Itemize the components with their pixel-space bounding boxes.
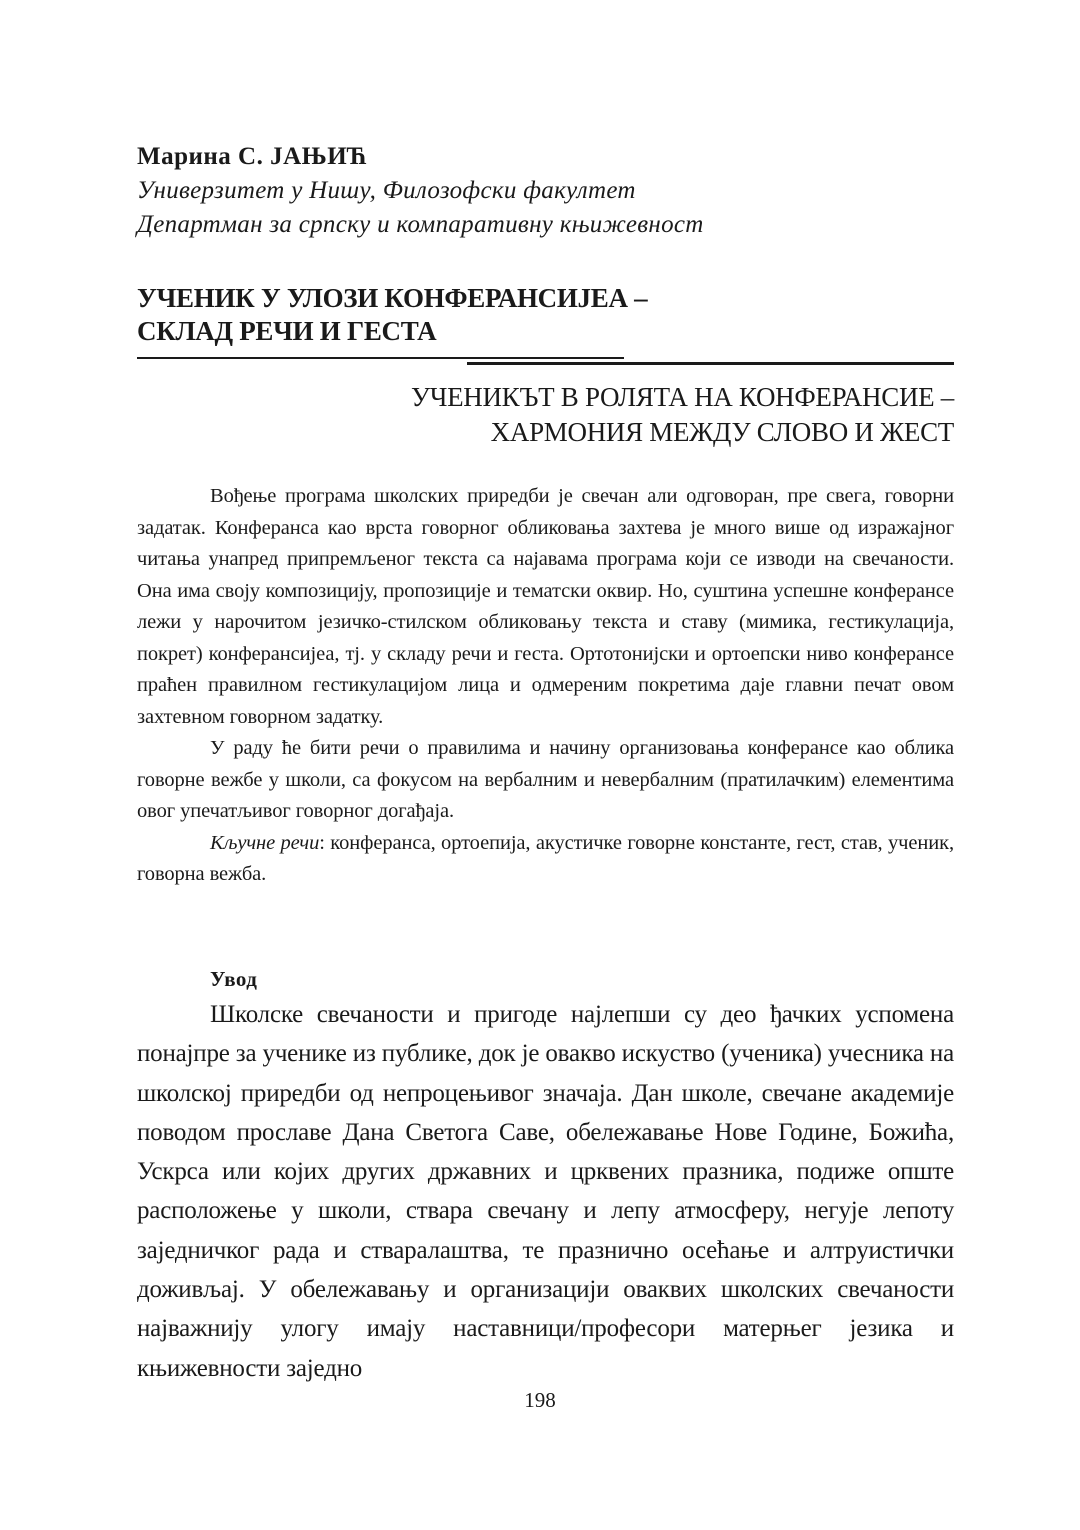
title-serbian-line2: СКЛАД РЕЧИ И ГЕСТА [137,316,437,346]
title-bulgarian-line1: УЧЕНИКЪТ В РОЛЯТА НА КОНФЕРАНСИЕ – [411,382,954,412]
author-affiliation-department: Департман за српску и компаративну књижевност [137,211,704,238]
keywords [137,828,954,891]
keywords-text: : конферанса, ортоепија, акустичке говорне константе, гест, став, ученик, говорна вежба. [137,831,954,885]
author-block [137,140,954,242]
abstract-paragraph-2: У раду ће бити речи о правилима и начину организовања конферансе као облика говорне вежбе у школи, са фокусом на вербалним и невербалним (пратилачким) елементима овог упечатљивог говорног догађаја. [137,737,954,822]
author-affiliation-university: Универзитет у Нишу, Филозофски факултет [137,177,636,204]
abstract [137,481,954,891]
abstract-paragraph-1: Вођење програма школских приредби је свечан али одговоран, пре свега, говорни задатак. Конферанса као врста говорног обликовања захтева је много више од изражајног читања унапред припремљеног текста са најавама програма који се изводи на свечаности. Она има своју композицију, пропозиције и тематски оквир. Но, суштина успешне конферансе лежи у нарочитом језичко-стилском обликовању текста и ставу (мимика, гестикулација, покрет) конферансијеа, тј. у складу речи и геста. Ортотонијски и ортоепски ниво конферансе праћен правилном гестикулацијом лица и одмереним покретима даје главни печат овом захтевном говорном задатку. [137,485,954,728]
page-number: 198 [524,1388,556,1412]
title-divider-upper [137,357,624,359]
introduction-section [137,964,954,1388]
author-name: Марина С. ЈАЊИЋ [137,143,368,170]
title-divider-lower [467,362,954,365]
title-serbian [137,282,954,348]
introduction-paragraph: Школске свечаности и пригоде најлепши су део ђачких успомена понајпре за ученике из публике, док је овакво искуство (ученика) учесника на школској приредби од непроцењивог значаја. Дан школе, свечане академије поводом прославе Дана Светога Саве, обележавање Нове Године, Божића, Ускрса или којих других државних и црквених празника, подиже опште расположење у школи, ствара свечану и лепу атмосферу, негује лепоту заједничког рада и стваралаштва, те празнично осећање и алтруистички доживљај. У обележавању и организацији оваквих школских свечаности најважнију улогу имају наставници/професори матерњег језика и књижевности заједно [137,1001,954,1382]
introduction-heading: Увод [210,967,258,991]
title-serbian-line1: УЧЕНИК У УЛОЗИ КОНФЕРАНСИЈЕА – [137,283,648,313]
title-bulgarian [137,380,954,450]
keywords-label: Кључне речи [210,831,320,854]
title-bulgarian-line2: ХАРМОНИЯ МЕЖДУ СЛОВО И ЖЕСТ [490,417,954,447]
